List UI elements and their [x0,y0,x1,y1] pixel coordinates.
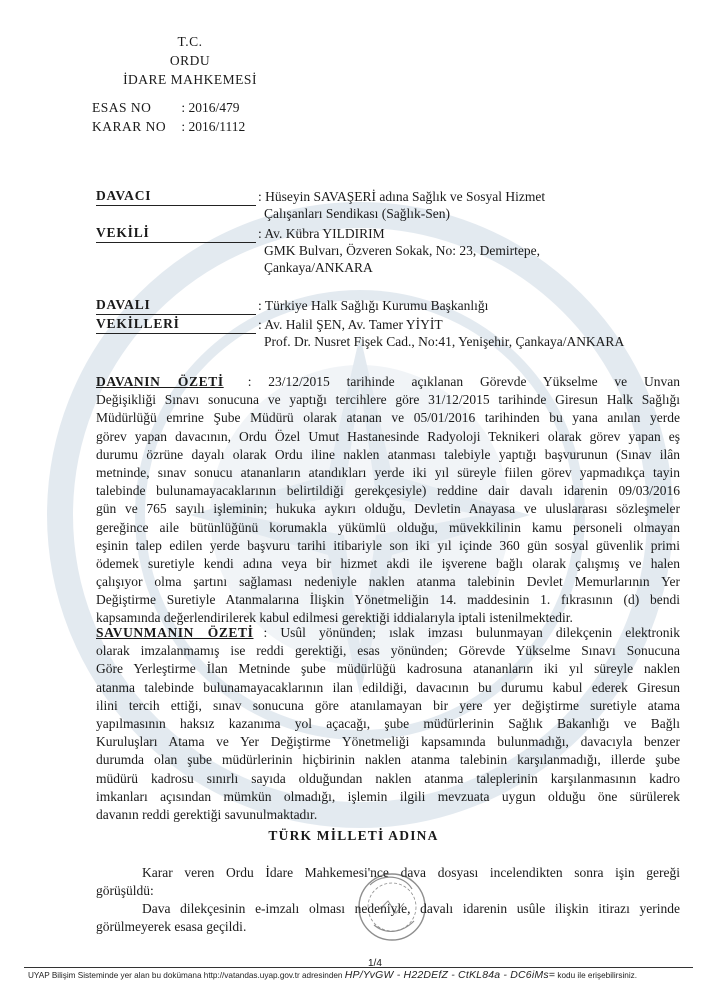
davaci-label: DAVACI [96,188,256,206]
footer-text-after: kodu ile erişebilirsiniz. [557,971,638,980]
paragraph-line: müdürü kadrosu sınırlı sayıda olduğundan naklen atanma taleplerinin karşılanmasının kadro [96,770,680,786]
vekilleri-value [258,316,688,350]
paragraph-line: davanın reddi gerektiği savunulmaktadır. [96,806,318,822]
vekilleri-line: : Av. Halil ŞEN, Av. Tamer YİYİT [258,317,443,332]
davanin-ozeti-first-line [96,373,680,391]
paragraph-line: kapsamında değerlendirilerek kabul edilmesi gerektiği iddialarıyla iptali istenilmektedir. [96,610,573,626]
esas-no-row [92,100,240,116]
vekili-line: : Av. Kübra YILDIRIM [258,226,385,241]
karar-no-value: : 2016/1112 [181,119,246,134]
paragraph-line: görev yapan davacının, Ordu Özel Umut Hastanesinde Radyoloji Teknikeri olarak görev yapan eş [96,428,680,444]
davali-value [258,297,688,314]
page-number: 1/4 [368,958,382,969]
savunmanin-ozeti-first-line [96,624,680,642]
paragraph-line: gereğince aile bütünlüğünü korumakla yükümlü olduğu, müvekkilinin kamu personeli olmayan [96,519,680,535]
karar-no-label: KARAR NO [92,119,167,134]
vekili-line: GMK Bulvarı, Özveren Sokak, No: 23, Demirtepe, [264,243,540,258]
paragraph-line: imkanları açısından mümkün olmadığı, işlemin ilgili mevzuata uygun olduğu öne sürülerek [96,788,680,804]
vekilleri-label: VEKİLLERİ [96,316,256,334]
davaci-value [258,188,688,222]
davanin-ozeti-title: DAVANIN ÖZETİ [96,374,224,389]
paragraph-line: : 23/12/2015 tarihinde açıklanan Görevde Yükselme ve Unvan [247,374,680,389]
davali-line: : Türkiye Halk Sağlığı Kurumu Başkanlığı [258,298,489,313]
footer-divider [24,967,693,968]
paragraph-line: Karar veren Ordu İdare Mahkemesi'nce dava dosyası incelendikten sonra işin gereği [142,865,680,880]
paragraph-line: metninde, sınav sonucu atananların atandıkları yerde iki yıl süreyle fiilen görev yapmadıkça tayin [96,464,680,480]
footer-text-before: UYAP Bilişim Sisteminde yer alan bu dokümana http://vatandas.uyap.gov.tr adresinden [28,971,343,980]
paragraph-line: durumda olan şube müdürlerinin hiçbirinin naklen atanma talebinin karşılanmadığı, illerde şube [96,752,680,768]
paragraph-line: eşinin talep edilen yerde başvuru tarihi itibariyle son iki yıl içinde 360 gün sosyal güvenlik primi [96,537,680,553]
paragraph-line: görülmeyerek esasa geçildi. [96,919,247,934]
esas-no-label: ESAS NO [92,100,152,115]
verdict-heading: TÜRK MİLLETİ ADINA [268,828,439,843]
paragraph-line: Değiştirme Suretiyle Atanmalarına İlişkin Yönetmeliğin 14. maddesinin 1. fıkrasının (d) bendi [96,592,680,608]
paragraph-line: yapılmasının haksız kazanıma yol açacağı, şube müdürlerinin Sağlık Bakanlığı ve Bağlı [96,715,680,731]
paragraph-line: olarak imzalanmamış ise reddi gerektiği, esas yönünden; Görevde Yükselme Sınavı Sonucuna [96,643,680,659]
davaci-line: Çalışanları Sendikası (Sağlık-Sen) [264,206,450,221]
paragraph-line: Kuruluşları Atama ve Yer Değiştirme Yönetmeliği kapsamında bulunmadığı, davacıyla benzer [96,734,680,750]
vekili-label: VEKİLİ [96,225,256,243]
footer-verification-code: HP/YvGW - H22DEfZ - CtKL84a - DC6iMs= [344,969,556,981]
vekili-value [258,225,688,276]
court-seal-icon [352,865,432,953]
paragraph-line: görüşüldü: [96,883,154,898]
paragraph-line: gün ve 765 sayılı işleminin; hukuka aykırı olduğu, Devletin Anayasa ve uluslararası sözleşmeler [96,501,680,517]
savunmanin-ozeti-title: SAVUNMANIN ÖZETİ [96,625,254,640]
vekili-line: Çankaya/ANKARA [264,260,373,275]
davali-label: DAVALI [96,297,256,315]
savunmanin-ozeti-section [96,624,680,824]
header-court: İDARE MAHKEMESİ [123,72,257,87]
header-tc: T.C. [177,34,203,49]
esas-no-value: : 2016/479 [181,100,240,115]
davanin-ozeti-section [96,373,680,628]
paragraph-line: talebinde bulunamayacaklarının belirtildiği gerekçesiyle) reddine dair davalı idarenin 09/03/2016 [96,483,680,499]
paragraph-line: durumu özrüne dayalı olarak Ordu iline naklen atanması talebiyle yaptığı başvurunun (Sınav ilân [96,446,680,462]
paragraph-line: atanma talebinde bulunamayacaklarının ilan edildiği, davacının bu durumu kabul ederek Giresun [96,679,680,695]
paragraph-line: çalışıyor olma şartını sağlaması nedeniyle naklen atanma talebinin Devlet Memurlarının Yer [96,574,680,590]
davaci-line: : Hüseyin SAVAŞERİ adına Sağlık ve Sosyal Hizmet [258,189,546,204]
paragraph-line: Dava dilekçesinin e-imzalı olması nedeniyle, davalı idarenin usûle ilişkin itirazı yerinde [142,901,680,916]
paragraph-line: ilini tercih ettiği, sınav sonucuna göre atanılamayan bir yere yer değiştirme suretiyle atama [96,697,680,713]
paragraph-line: Göre Yerleştirme İlan Metninde şube müdürlüğü kadrosuna atananların iki yıl süreyle naklen [96,661,680,677]
header-city: ORDU [169,53,211,68]
uyap-footer [28,969,698,981]
paragraph-line: Değişikliği Sınavı sonucuna ve yaptığı tercihlere göre 31/12/2015 tarihinde Giresun Halk Sağlığı [96,392,680,408]
vekilleri-line: Prof. Dr. Nusret Fişek Cad., No:41, Yenişehir, Çankaya/ANKARA [264,334,625,349]
paragraph-line: : Usûl yönünden; ıslak imzası bulunmayan dilekçenin elektronik [263,625,680,640]
paragraph-line: ödemek suretiyle kendi adına veya bir hizmet akdi ile işverene bağlı olarak çalışmış ve halen [96,555,680,571]
karar-no-row [92,119,245,135]
paragraph-line: Müdürlüğü emrine Şube Müdürü olarak atanan ve 05/01/2016 tarihinden bu yana anılan yerde [96,410,680,426]
